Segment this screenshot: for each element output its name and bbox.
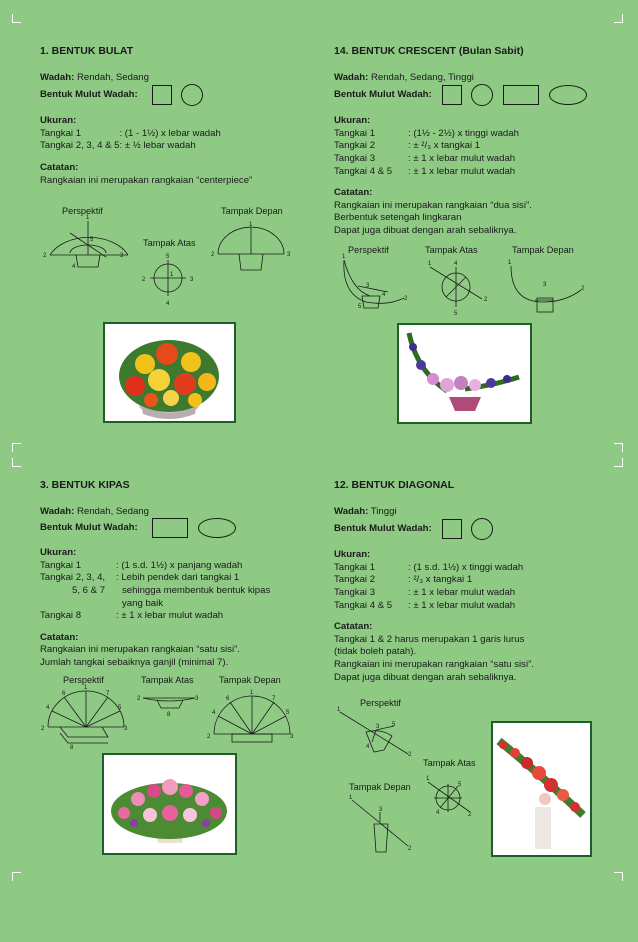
- mulut-label: Bentuk Mulut Wadah:: [40, 521, 138, 533]
- svg-text:3: 3: [190, 277, 194, 283]
- svg-text:2: 2: [581, 286, 585, 292]
- svg-text:7: 7: [272, 696, 276, 702]
- tampak-depan-diagram: [208, 222, 294, 272]
- svg-text:1: 1: [84, 685, 88, 691]
- catatan-label: Catatan:: [334, 621, 373, 633]
- tampak-atas-label: Tampak Atas: [425, 245, 478, 255]
- row-value: sehingga membentuk bentuk kipas: [122, 584, 271, 596]
- row-label: Tangkai 4 & 5: [334, 599, 393, 611]
- svg-text:5: 5: [286, 710, 290, 716]
- svg-text:2: 2: [468, 812, 472, 818]
- section-kipas: [40, 479, 310, 670]
- rectangle-shape-icon: [152, 518, 188, 538]
- circle-shape-icon: [471, 518, 493, 540]
- svg-text:1: 1: [170, 272, 174, 278]
- flower-image: [104, 755, 235, 853]
- svg-text:2: 2: [137, 696, 141, 702]
- square-shape-icon: [442, 519, 462, 539]
- tampak-depan-diagram: [505, 258, 585, 318]
- circle-shape-icon: [181, 84, 203, 106]
- section-title: 14. BENTUK CRESCENT (Bulan Sabit): [334, 45, 524, 57]
- tampak-atas-diagram: [424, 257, 494, 317]
- ukuran-table: [40, 128, 221, 153]
- tampak-depan-label: Tampak Depan: [512, 245, 574, 255]
- ukuran-label: Ukuran:: [40, 115, 77, 127]
- catatan-text: Rangkaian ini merupakan rangkaian “dua sisi”.: [334, 199, 532, 211]
- svg-text:2: 2: [484, 297, 488, 303]
- wadah-label: Wadah:: [334, 71, 369, 83]
- svg-text:2: 2: [211, 252, 215, 258]
- row-value: : ²/₃ x tangkai 1: [408, 574, 473, 586]
- catatan-text: Rangkaian ini merupakan rangkaian “satu sisi”.: [40, 644, 240, 656]
- tampak-atas-label: Tampak Atas: [423, 758, 476, 768]
- row-value: : ± 1 x lebar mulut wadah: [408, 586, 516, 598]
- svg-text:3: 3: [287, 252, 291, 258]
- svg-text:3: 3: [290, 734, 294, 740]
- svg-text:1: 1: [337, 707, 341, 713]
- tampak-atas-diagram: [424, 772, 484, 822]
- row-label: Tangkai 4 & 5: [334, 165, 393, 177]
- ukuran-table: [40, 560, 270, 623]
- svg-text:3: 3: [376, 724, 380, 730]
- tampak-atas-label: Tampak Atas: [143, 238, 196, 248]
- row-value: : (1 s.d. 1½) x tinggi wadah: [408, 561, 524, 573]
- svg-text:5: 5: [454, 311, 458, 317]
- perspektif-diagram: [40, 215, 130, 275]
- tampak-atas-label: Tampak Atas: [141, 675, 194, 685]
- svg-text:2: 2: [207, 734, 211, 740]
- catatan-text: (tidak boleh patah).: [334, 646, 417, 658]
- svg-text:2: 2: [404, 296, 408, 302]
- svg-text:3: 3: [195, 696, 199, 702]
- catatan-label: Catatan:: [40, 631, 79, 643]
- row-value: : ± 1 x lebar mulut wadah: [408, 599, 516, 611]
- svg-text:1: 1: [250, 690, 254, 696]
- ukuran-table: [334, 128, 519, 178]
- section-bulat: [40, 45, 310, 187]
- row-label: Tangkai 2: [334, 574, 376, 586]
- svg-text:2: 2: [43, 253, 47, 259]
- catatan-text: Tangkai 1 & 2 harus merupakan 1 garis lurus: [334, 633, 525, 645]
- row-label: Tangkai 2, 3, 4,: [40, 572, 106, 584]
- mulut-label: Bentuk Mulut Wadah:: [40, 88, 138, 100]
- row-label: Tangkai 1: [334, 561, 376, 573]
- row-value: yang baik: [122, 597, 164, 609]
- wadah-value: Rendah, Sedang: [74, 71, 149, 83]
- section-title: 1. BENTUK BULAT: [40, 45, 134, 57]
- wadah-label: Wadah:: [40, 505, 75, 517]
- ukuran-table: [334, 562, 523, 612]
- ukuran-label: Ukuran:: [334, 115, 371, 127]
- ukuran-label: Ukuran:: [334, 549, 371, 561]
- section-title: 3. BENTUK KIPAS: [40, 479, 130, 491]
- wadah-value: Tinggi: [368, 505, 397, 517]
- crop-mark: [12, 872, 21, 881]
- svg-text:1: 1: [508, 260, 512, 266]
- crop-mark: [614, 443, 623, 452]
- svg-text:2: 2: [142, 277, 146, 283]
- flower-image: [493, 723, 590, 855]
- perspektif-label: Perspektif: [62, 206, 103, 216]
- catatan-label: Catatan:: [334, 187, 373, 199]
- tampak-depan-label: Tampak Depan: [221, 206, 283, 216]
- tampak-depan-label: Tampak Depan: [219, 675, 281, 685]
- wadah-label: Wadah:: [40, 71, 75, 83]
- svg-text:4: 4: [366, 744, 370, 750]
- svg-text:1: 1: [342, 254, 346, 260]
- row-label: Tangkai 8: [40, 610, 82, 622]
- row-value: : (1 - 1½) x lebar wadah: [119, 127, 221, 139]
- svg-text:4: 4: [72, 264, 76, 270]
- perspektif-label: Perspektif: [63, 675, 104, 685]
- crop-mark: [614, 872, 623, 881]
- arrangement-photo: [103, 322, 236, 423]
- svg-text:4: 4: [166, 301, 170, 307]
- catatan-label: Catatan:: [40, 161, 79, 173]
- svg-text:6: 6: [62, 691, 66, 697]
- row-value: : ± 1 x lebar mulut wadah: [408, 152, 516, 164]
- perspektif-diagram: [336, 254, 414, 314]
- svg-text:4: 4: [436, 810, 440, 816]
- svg-text:7: 7: [106, 691, 110, 697]
- row-label: Tangkai 3: [334, 152, 376, 164]
- arrangement-photo: [491, 721, 592, 857]
- row-label: Tangkai 1: [40, 127, 82, 139]
- ukuran-label: Ukuran:: [40, 547, 77, 559]
- svg-text:3: 3: [366, 283, 370, 289]
- row-value: : (1½ - 2½) x tinggi wadah: [408, 127, 519, 139]
- catatan-text: Dapat juga dibuat dengan arah sebaliknya.: [334, 671, 517, 683]
- catatan-text: Jumlah tangkai sebaiknya ganjil (minimal 7).: [40, 656, 229, 668]
- row-value: : (1 s.d. 1½) x panjang wadah: [116, 559, 243, 571]
- svg-text:4: 4: [382, 292, 386, 298]
- tampak-atas-diagram: [140, 250, 200, 306]
- row-value: : ± 1 x lebar mulut wadah: [116, 610, 224, 622]
- perspektif-diagram: [40, 685, 130, 751]
- svg-text:2: 2: [408, 846, 412, 852]
- svg-text:1: 1: [428, 261, 432, 267]
- row-label: Tangkai 2, 3, 4 & 5: [40, 140, 120, 152]
- crop-mark: [614, 458, 623, 467]
- wadah-value: Rendah, Sedang, Tinggi: [368, 71, 474, 83]
- svg-text:2: 2: [408, 752, 412, 758]
- row-value: : ± ½ lebar wadah: [119, 140, 196, 152]
- catatan-text: Berbentuk setengah lingkaran: [334, 212, 462, 224]
- catatan-text: Dapat juga dibuat dengan arah sebaliknya.: [334, 224, 517, 236]
- row-label: Tangkai 1: [334, 127, 376, 139]
- mulut-label: Bentuk Mulut Wadah:: [334, 522, 432, 534]
- oval-shape-icon: [198, 518, 236, 538]
- svg-text:1: 1: [249, 222, 253, 228]
- arrangement-photo: [102, 753, 237, 855]
- row-label: Tangkai 1: [40, 559, 82, 571]
- perspektif-diagram: [336, 706, 416, 758]
- perspektif-label: Perspektif: [348, 245, 389, 255]
- section-diagonal: [334, 479, 604, 684]
- square-shape-icon: [152, 85, 172, 105]
- crop-mark: [614, 14, 623, 23]
- arrangement-photo: [397, 323, 532, 424]
- svg-text:5: 5: [392, 722, 396, 728]
- svg-text:5: 5: [118, 705, 122, 711]
- perspektif-label: Perspektif: [360, 698, 401, 708]
- catatan-text: Rangkaian ini merupakan rangkaian “satu sisi”.: [334, 658, 534, 670]
- svg-text:8: 8: [70, 745, 74, 751]
- row-value: : ± ²/₃ x tangkai 1: [408, 140, 481, 152]
- row-value: : Lebih pendek dari tangkai 1: [116, 572, 240, 584]
- wadah-value: Rendah, Sedang: [74, 505, 149, 517]
- catatan-text: Rangkaian ini merupakan rangkaian “centerpiece”: [40, 174, 253, 186]
- tampak-depan-label: Tampak Depan: [349, 782, 411, 792]
- svg-text:1: 1: [426, 776, 430, 782]
- section-crescent: [334, 45, 624, 238]
- tampak-atas-diagram: [135, 690, 205, 720]
- tampak-depan-diagram: [346, 794, 416, 856]
- circle-shape-icon: [471, 84, 493, 106]
- mulut-label: Bentuk Mulut Wadah:: [334, 88, 432, 100]
- svg-text:3: 3: [543, 282, 547, 288]
- svg-text:1: 1: [349, 795, 353, 801]
- crop-mark: [12, 443, 21, 452]
- oval-shape-icon: [549, 85, 587, 105]
- flower-image: [399, 325, 530, 422]
- section-title: 12. BENTUK DIAGONAL: [334, 479, 455, 491]
- svg-text:6: 6: [226, 696, 230, 702]
- svg-text:8: 8: [167, 712, 171, 718]
- row-label: 5, 6 & 7: [72, 584, 106, 596]
- row-value: : ± 1 x lebar mulut wadah: [408, 165, 516, 177]
- svg-text:4: 4: [46, 705, 50, 711]
- svg-text:5: 5: [358, 304, 362, 310]
- svg-text:5: 5: [90, 237, 94, 243]
- svg-text:5: 5: [458, 782, 462, 788]
- svg-text:4: 4: [454, 261, 458, 267]
- svg-text:3: 3: [379, 807, 383, 813]
- row-label: Tangkai 3: [334, 586, 376, 598]
- wadah-label: Wadah:: [334, 505, 369, 517]
- svg-text:3: 3: [120, 253, 124, 259]
- row-label: Tangkai 2: [334, 140, 376, 152]
- svg-text:3: 3: [124, 726, 128, 732]
- svg-text:2: 2: [41, 726, 45, 732]
- crop-mark: [12, 14, 21, 23]
- flower-image: [105, 324, 234, 421]
- svg-text:4: 4: [212, 710, 216, 716]
- square-shape-icon: [442, 85, 462, 105]
- rectangle-shape-icon: [503, 85, 539, 105]
- svg-text:5: 5: [166, 254, 170, 260]
- crop-mark: [12, 458, 21, 467]
- tampak-depan-diagram: [206, 690, 296, 750]
- svg-text:1: 1: [86, 215, 90, 221]
